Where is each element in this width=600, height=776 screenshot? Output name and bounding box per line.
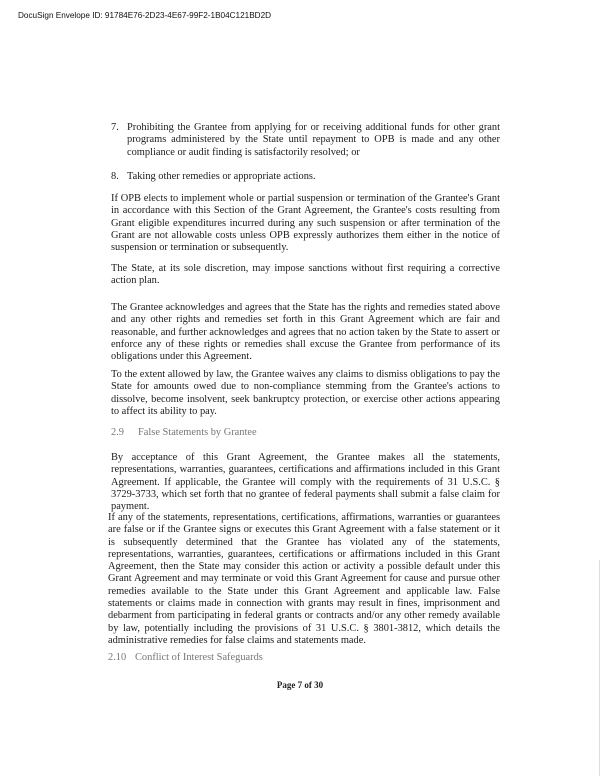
list-text: Taking other remedies or appropriate actions. xyxy=(127,171,316,182)
list-number: 7. xyxy=(111,122,119,133)
paragraph-acknowledgement: The Grantee acknowledges and agrees that the State has the rights and remedies stated above and any other rights and remedies set forth in this Grant Agreement which are fair and reasonable, and further acknowledges and agrees that no action taken by the State to assert or enforce any of these rights or remedies shall excuse the Grantee from performance of its obligations under this Agreement. xyxy=(111,302,500,363)
section-number: 2.10 xyxy=(108,652,127,663)
list-item-8 xyxy=(111,171,500,183)
paragraph-false-statements: If any of the statements, representations, certifications, affirmations, warranties or guarantees are false or if the Grantee signs or executes this Grant Agreement with a false statement or it is subsequently determined that the Grantee has violated any of the statements, representations, warranties, guarantees, certifications or affirmations included in this Grant Agreement, then the State may consider this action or activity a possible default under this Grant Agreement and may terminate or void this Grant Agreement for cause and pursue other remedies available to the State under this Grant Agreement and applicable law. False statements or claims made in connection with grants may result in fines, imprisonment and debarment from participating in federal grants or contracts and/or any other remedy available by law, potentially including the provisions of 31 U.S.C. § 3801-3812, which details the administrative remedies for false claims and statements made. xyxy=(108,512,500,646)
page-number: Page 7 of 30 xyxy=(276,680,324,690)
section-title: Conflict of Interest Safeguards xyxy=(135,652,263,663)
paragraph-acceptance: By acceptance of this Grant Agreement, the Grantee makes all the statements, representations, warranties, guarantees, certifications and affirmations included in this Grant Agreement. If applicable, the Grantee will comply with the requirements of 31 U.S.C. § 3729-3733, which set forth that no grantee of federal payments shall submit a false claim for payment. xyxy=(111,452,500,513)
list-item-7 xyxy=(111,122,500,159)
list-text: Prohibiting the Grantee from applying for or receiving additional funds for other grant programs administered by the State until repayment to OPB is made and any other compliance or audit finding is satisfactorily resolved; or xyxy=(127,122,500,158)
paragraph-waiver: To the extent allowed by law, the Grantee waives any claims to dismiss obligations to pay the State for amounts owed due to non-compliance stemming from the Grantee's actions to dissolve, become insolvent, seek bankruptcy protection, or exercise other actions appearing to affect its ability to pay. xyxy=(111,369,500,417)
section-number: 2.9 xyxy=(111,427,124,438)
paragraph-suspension-costs: If OPB elects to implement whole or partial suspension or termination of the Grantee's Grant in accordance with this Section of the Grant Agreement, the Grantee's costs resulting from Grant eligible expenditures incurred during any such suspension or after termination of the Grant are not allowable costs unless OPB expressly authorizes them either in the notice of suspension or termination or subsequently. xyxy=(111,193,500,254)
paragraph-sanctions: The State, at its sole discretion, may impose sanctions without first requiring a corrective action plan. xyxy=(111,263,500,287)
list-number: 8. xyxy=(111,171,119,182)
section-heading-2-9 xyxy=(111,427,257,438)
docusign-envelope-id: DocuSign Envelope ID: 91784E76-2D23-4E67-99F2-1B04C121BD2D xyxy=(18,11,272,20)
section-heading-2-10 xyxy=(108,652,263,663)
section-title: False Statements by Grantee xyxy=(138,427,257,438)
